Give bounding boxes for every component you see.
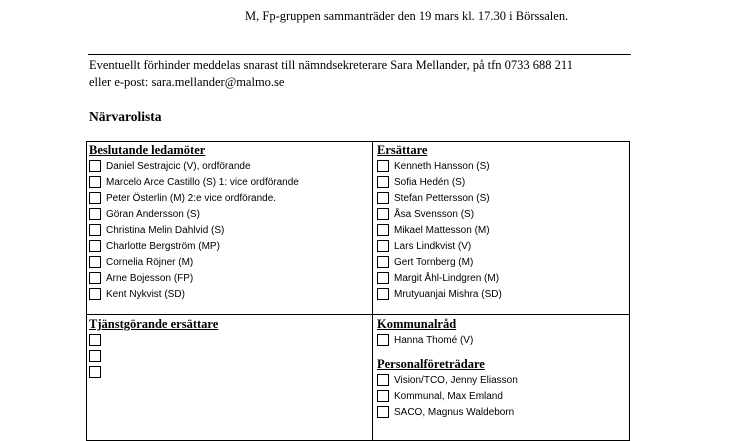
attendance-checkbox[interactable] — [377, 374, 389, 386]
staff-representatives-title: Personalföreträdare — [377, 357, 485, 371]
list-item: Lars Lindkvist (V) — [377, 238, 502, 254]
list-item: Margit Åhl-Lindgren (M) — [377, 270, 502, 286]
list-item: Mikael Mattesson (M) — [377, 222, 502, 238]
attendance-checkbox[interactable] — [377, 406, 389, 418]
attendance-checkbox[interactable] — [377, 192, 389, 204]
attendance-checkbox[interactable] — [89, 224, 101, 236]
list-item: Sofia Hedén (S) — [377, 174, 502, 190]
list-item: Kenneth Hansson (S) — [377, 158, 502, 174]
list-item: Marcelo Arce Castillo (S) 1: vice ordförande — [89, 174, 299, 190]
attendance-checkbox[interactable] — [89, 176, 101, 188]
list-item: Gert Tornberg (M) — [377, 254, 502, 270]
attendance-checkbox[interactable] — [89, 272, 101, 284]
row-divider — [87, 314, 629, 315]
meeting-announcement: M, Fp-gruppen sammanträder den 19 mars kl. 17.30 i Börssalen. — [245, 9, 569, 23]
voting-members-section — [89, 143, 299, 302]
attendance-checkbox[interactable] — [89, 288, 101, 300]
list-item: SACO, Magnus Waldeborn — [377, 404, 518, 420]
notice-line-1: Eventuellt förhinder meddelas snarast till nämndsekreterare Sara Mellander, på tfn 0733 688 211 — [89, 58, 573, 72]
attendance-checkbox[interactable] — [377, 240, 389, 252]
attendance-table — [86, 141, 630, 441]
list-item: Cornelia Röjner (M) — [89, 254, 299, 270]
attendance-checkbox[interactable] — [377, 256, 389, 268]
list-item — [89, 364, 218, 380]
voting-members-title: Beslutande ledamöter — [89, 143, 206, 157]
attendance-checkbox[interactable] — [89, 192, 101, 204]
notice-line-2: eller e-post: sara.mellander@malmo.se — [89, 75, 285, 89]
attendance-checkbox[interactable] — [89, 350, 101, 362]
attendance-checkbox[interactable] — [89, 240, 101, 252]
right-lower-section — [377, 317, 518, 420]
attendance-heading: Närvarolista — [89, 109, 162, 124]
attendance-checkbox[interactable] — [377, 176, 389, 188]
list-item: Peter Österlin (M) 2:e vice ordförande. — [89, 190, 299, 206]
list-item — [89, 332, 218, 348]
list-item: Åsa Svensson (S) — [377, 206, 502, 222]
attendance-checkbox[interactable] — [89, 208, 101, 220]
substitutes-section — [377, 143, 502, 302]
list-item: Daniel Sestrajcic (V), ordförande — [89, 158, 299, 174]
list-item: Hanna Thomé (V) — [377, 332, 518, 348]
absence-notice — [89, 57, 649, 91]
attendance-checkbox[interactable] — [89, 256, 101, 268]
list-item: Mrutyuanjai Mishra (SD) — [377, 286, 502, 302]
list-item: Stefan Pettersson (S) — [377, 190, 502, 206]
list-item: Kent Nykvist (SD) — [89, 286, 299, 302]
attendance-checkbox[interactable] — [377, 334, 389, 346]
list-item: Charlotte Bergström (MP) — [89, 238, 299, 254]
serving-substitutes-section — [89, 317, 218, 380]
attendance-checkbox[interactable] — [377, 390, 389, 402]
attendance-checkbox[interactable] — [377, 208, 389, 220]
list-item: Göran Andersson (S) — [89, 206, 299, 222]
attendance-checkbox[interactable] — [377, 288, 389, 300]
list-item: Christina Melin Dahlvid (S) — [89, 222, 299, 238]
attendance-checkbox[interactable] — [377, 272, 389, 284]
municipal-commissioner-title: Kommunalråd — [377, 317, 457, 331]
list-item: Arne Bojesson (FP) — [89, 270, 299, 286]
list-item: Vision/TCO, Jenny Eliasson — [377, 372, 518, 388]
list-item: Kommunal, Max Emland — [377, 388, 518, 404]
column-divider — [372, 142, 373, 440]
attendance-checkbox[interactable] — [89, 334, 101, 346]
divider — [88, 54, 631, 55]
attendance-checkbox[interactable] — [377, 224, 389, 236]
attendance-checkbox[interactable] — [89, 160, 101, 172]
attendance-checkbox[interactable] — [89, 366, 101, 378]
attendance-checkbox[interactable] — [377, 160, 389, 172]
serving-substitutes-title: Tjänstgörande ersättare — [89, 317, 219, 331]
substitutes-title: Ersättare — [377, 143, 428, 157]
list-item — [89, 348, 218, 364]
